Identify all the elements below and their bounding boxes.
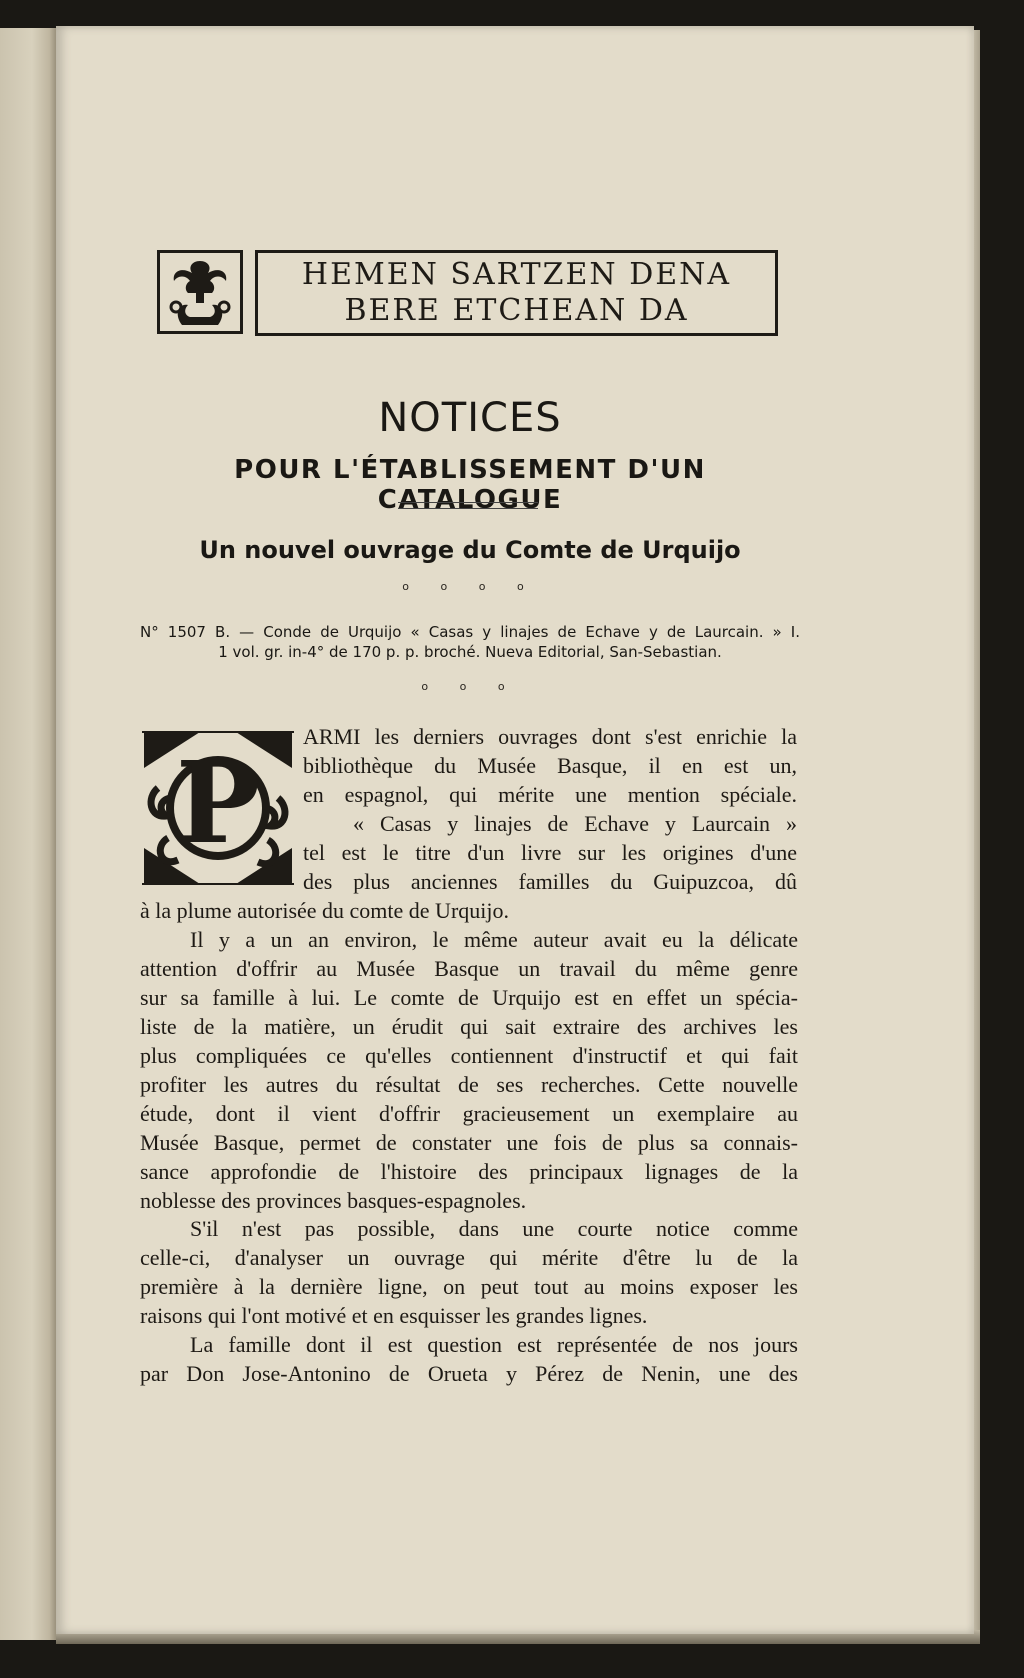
motto-header [157, 250, 778, 336]
text-line: S'il n'est pas possible, dans une courte notice comme [190, 1216, 798, 1241]
page-title: NOTICES [378, 395, 562, 441]
text-line: étude, dont il vient d'offrir gracieusement un exemplaire au [140, 1101, 798, 1126]
separator-dots-1: o o o o [402, 580, 538, 593]
reference-line-1: N° 1507 B. — Conde de Urquijo « Casas y linajes de Echave y de Laurcain. » I. [140, 623, 800, 641]
double-rule-divider [398, 502, 538, 509]
text-line: « Casas y linajes de Echave y Laurcain » [353, 811, 797, 836]
text-line: première à la dernière ligne, on peut tout au moins exposer les [140, 1274, 798, 1299]
drop-cap-ornament [140, 728, 296, 888]
article-title: Un nouvel ouvrage du Comte de Urquijo [199, 536, 741, 564]
previous-page-edge [0, 28, 58, 1640]
text-line: Musée Basque, permet de constater une fois de plus sa connais- [140, 1130, 798, 1155]
text-line: des plus anciennes familles du Guipuzcoa, dû [303, 869, 797, 894]
motto-line-2: BERE ETCHEAN DA [344, 293, 689, 328]
text-line: sance approfondie de l'histoire des principaux lignages de la [140, 1159, 798, 1184]
text-line: celle-ci, d'analyser un ouvrage qui mérite d'être lu de la [140, 1245, 798, 1270]
paragraph-4 [140, 1330, 798, 1388]
text-line: en espagnol, qui mérite une mention spéciale. [303, 782, 797, 807]
text-line: sur sa famille à lui. Le comte de Urquijo est en effet un spécia- [140, 985, 798, 1010]
paragraph-1-continued [140, 896, 798, 925]
text-line: profiter les autres du résultat de ses recherches. Cette nouvelle [140, 1072, 798, 1097]
paragraph-3 [140, 1214, 798, 1330]
motto-box [255, 250, 778, 336]
text-line: bibliothèque du Musée Basque, il en est un, [303, 753, 797, 778]
text-line: par Don Jose-Antonino de Orueta y Pérez de Nenin, une des [140, 1361, 798, 1386]
text-line: liste de la matière, un érudit qui sait extraire des archives les [140, 1014, 798, 1039]
text-line: attention d'offrir au Musée Basque un travail du même genre [140, 956, 798, 981]
motto-line-1: HEMEN SARTZEN DENA [301, 257, 732, 292]
paragraph-2 [140, 925, 798, 1215]
catalogue-reference [140, 622, 800, 662]
text-line: à la plume autorisée du comte de Urquijo. [140, 898, 509, 923]
text-line: ARMI les derniers ouvrages dont s'est enrichie la [303, 724, 797, 749]
text-line: plus compliquées ce qu'elles contiennent d'instructif et qui fait [140, 1043, 798, 1068]
reference-line-2: 1 vol. gr. in-4° de 170 p. p. broché. Nueva Editorial, San-Sebastian. [218, 643, 722, 661]
vase-ornament-icon [162, 255, 238, 329]
text-line: La famille dont il est question est représentée de nos jours [190, 1332, 798, 1357]
page-subtitle: POUR L'ÉTABLISSEMENT D'UN CATALOGUE [234, 455, 706, 515]
paragraph-1-beside-dropcap [303, 722, 797, 896]
text-line: tel est le titre d'un livre sur les origines d'une [303, 840, 797, 865]
drop-cap-letter: P [175, 738, 261, 869]
ornament-icon [157, 250, 243, 334]
separator-dots-2: o o o [421, 680, 519, 693]
text-line: raisons qui l'ont motivé et en esquisser les grandes lignes. [140, 1303, 648, 1328]
text-line: noblesse des provinces basques-espagnoles. [140, 1188, 527, 1213]
text-line: Il y a un an environ, le même auteur avait eu la délicate [190, 927, 798, 952]
